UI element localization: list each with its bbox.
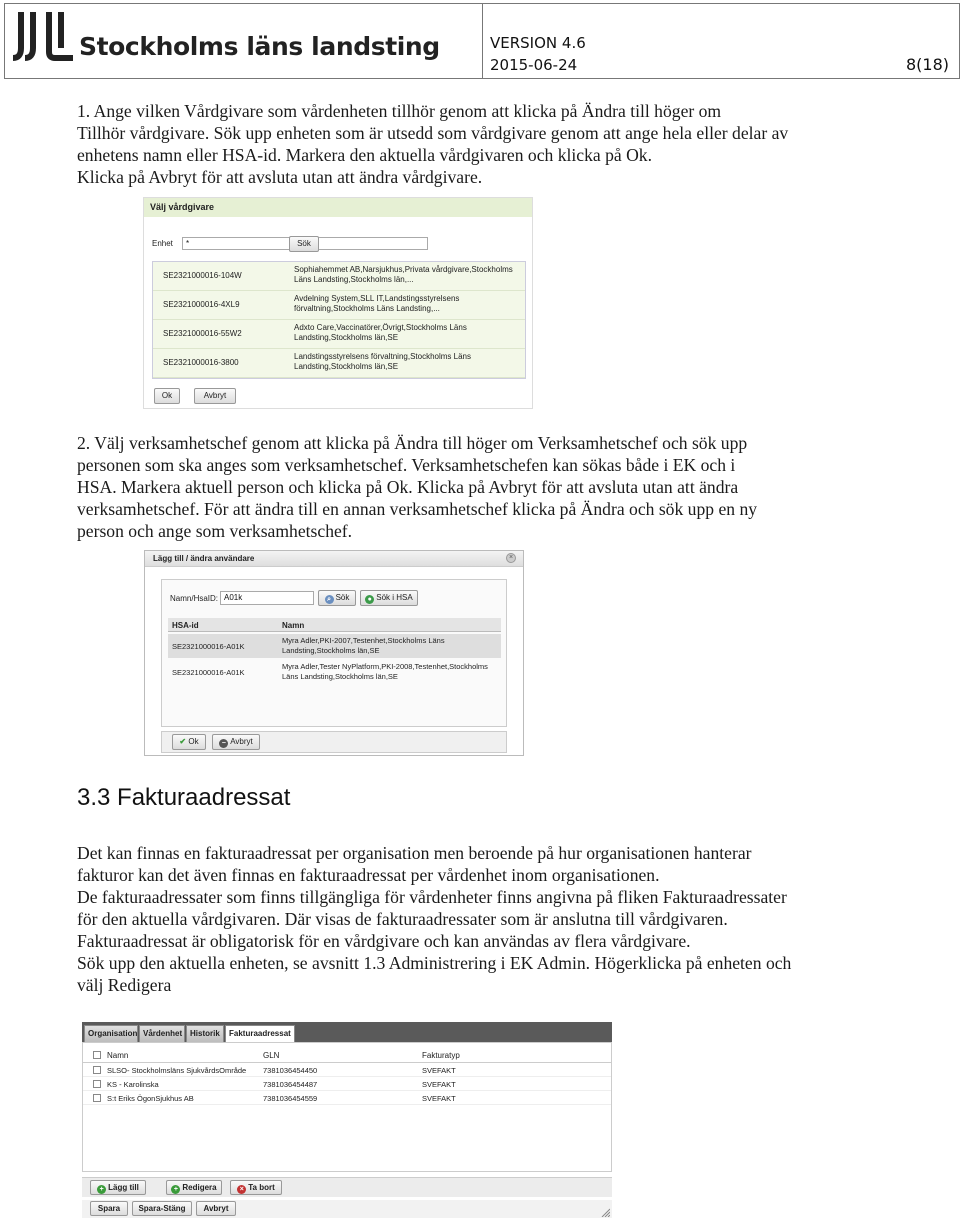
step2-line: HSA. Markera aktuell person och klicka på Ok. Klicka på Avbryt för att avsluta utan att ändra [77,477,739,497]
ok-button[interactable] [172,734,206,750]
step1-paragraph [77,100,877,188]
step2-line: 2. Välj verksamhetschef genom att klicka på Ändra till höger om Verksamhetschef och sök upp [77,433,748,453]
search-button-label: Sök [335,593,350,602]
globe-icon: ● [365,595,374,604]
add-user-dialog [144,550,524,756]
step1-line: Klicka på Avbryt för att avsluta utan att ändra vårdgivare. [77,167,483,187]
ok-label: Ok [188,737,199,746]
cancel-button[interactable]: Avbryt [194,388,236,404]
person-name: Myra Adler,PKI-2007,Testenhet,Stockholms Läns Landsting,Stockholms län,SE [282,636,445,655]
hsa-id: SE2321000016-A01K [172,668,245,677]
name-hsaid-input[interactable]: A01k [220,591,314,605]
invoice-table [82,1042,612,1172]
recipient-name: KS - Karolinska [107,1080,159,1089]
section-line: fakturor kan det även finnas en fakturaadressat per vårdenhet inom organisationen. [77,865,660,885]
person-name: Myra Adler,Tester NyPlatform,PKI-2008,Testenhet,Stockholms Läns Landsting,Stockholms län,SE [282,662,488,681]
section-line: Det kan finnas en fakturaadressat per organisation men beroende på hur organisationen hanterar [77,843,752,863]
list-item[interactable] [153,349,525,378]
edit-button[interactable] [166,1180,222,1195]
close-icon[interactable]: × [506,553,516,563]
caregiver-name: Avdelning System,SLL IT,Landstingsstyrelsens förvaltning,Stockholms Läns Landsting,... [294,294,460,313]
search-hsa-button[interactable] [360,590,418,606]
results-header [168,618,501,632]
recipient-gln: 7381036454559 [263,1094,318,1103]
save-close-button[interactable]: Spara-Stäng [132,1201,192,1216]
logo-cell [5,4,483,78]
step2-line: person och ange som verksamhetschef. [77,521,353,541]
invoice-recipient-panel [82,1022,614,1218]
invoice-type: SVEFAKT [422,1094,456,1103]
dialog-title: Lägg till / ändra användare [145,551,523,567]
add-button[interactable] [90,1180,146,1195]
step2-line: personen som ska anges som verksamhetschef. Verksamhetschefen kan sökas både i EK och i [77,455,736,475]
step1-line: enhetens namn eller HSA-id. Markera den aktuella vårdgivaren och klicka på Ok. [77,145,653,165]
cancel-icon: − [219,739,228,748]
tab-historik[interactable]: Historik [186,1025,224,1042]
section-line: välj Redigera [77,975,172,995]
hsa-id: SE2321000016-3800 [163,358,239,367]
caregiver-list [152,261,526,379]
hsa-id: SE2321000016-A01K [172,642,245,651]
dialog-title: Välj vårdgivare [144,198,532,217]
action-bar [82,1177,612,1197]
recipient-name: S:t Eriks ÖgonSjukhus AB [107,1094,194,1103]
document-header [4,3,960,79]
table-row[interactable] [168,634,501,658]
table-row[interactable] [83,1092,611,1105]
name-hsaid-label: Namn/HsaID: [170,594,219,603]
list-item[interactable] [153,262,525,291]
invoice-type: SVEFAKT [422,1080,456,1089]
resize-grip-icon[interactable] [600,1207,610,1217]
edit-label: Redigera [182,1183,217,1192]
search-panel [161,579,507,727]
cancel-button[interactable] [212,734,260,750]
col-hsa-id: HSA-id [172,621,199,630]
tab-bar [82,1022,612,1042]
section-line: De fakturaadressater som finns tillgängliga för vårdenheter finns angivna på fliken Fakturaadressater [77,887,787,907]
select-caregiver-dialog [143,197,533,409]
remove-button[interactable] [230,1180,282,1195]
col-name: Namn [282,621,305,630]
col-type: Fakturatyp [422,1051,460,1060]
tab-vardenhet[interactable]: Vårdenhet [139,1025,185,1042]
search-icon: ⌕ [325,595,334,604]
remove-label: Ta bort [248,1183,275,1192]
step2-line: verksamhetschef. För att ändra till en annan verksamhetschef klicka på Ändra och sök upp en ny [77,499,758,519]
search-button[interactable] [318,590,356,606]
caregiver-name: Sophiahemmet AB,Narsjukhus,Privata vårdgivare,Stockholms Läns Landsting,Stockholms län,... [294,265,513,284]
save-button[interactable]: Spara [90,1201,128,1216]
hsa-id: SE2321000016-4XL9 [163,300,240,309]
step1-line: Tillhör vårdgivare. Sök upp enheten som är utsedd som vårdgivare genom att ange hela eller delar av [77,123,789,143]
invoice-type: SVEFAKT [422,1066,456,1075]
recipient-gln: 7381036454487 [263,1080,318,1089]
check-icon: ✔ [179,737,187,746]
unit-label: Enhet [152,239,173,248]
cancel-button[interactable]: Avbryt [196,1201,236,1216]
table-header [83,1049,611,1063]
footer-bar [82,1200,612,1218]
dialog-footer [161,731,507,753]
hsa-id: SE2321000016-104W [163,271,242,280]
step1-line: 1. Ange vilken Vårdgivare som vårdenheten tillhör genom att klicka på Ändra till höger om [77,101,722,121]
select-all-checkbox[interactable] [93,1051,101,1059]
cancel-label: Avbryt [230,737,253,746]
caregiver-name: Landstingsstyrelsens förvaltning,Stockholms Läns Landsting,Stockholms län,SE [294,352,471,371]
row-checkbox[interactable] [93,1094,101,1102]
col-gln: GLN [263,1051,280,1060]
version-date: 2015-06-24 [490,56,578,74]
list-item[interactable] [153,320,525,349]
tab-organisation[interactable]: Organisation [84,1025,138,1042]
sll-logo-icon [13,12,73,64]
unit-search-input[interactable]: * [182,237,428,250]
version-label: VERSION 4.6 [490,34,586,52]
table-row[interactable] [83,1078,611,1091]
recipient-name: SLSO- Stockholmsläns SjukvårdsOmråde [107,1066,247,1075]
step2-paragraph [77,432,877,542]
plus-icon: + [97,1185,106,1194]
section-line: för den aktuella vårdgivaren. Där visas de fakturaadressater som är anslutna till vårdgivaren. [77,909,728,929]
ok-button[interactable]: Ok [154,388,180,404]
list-item[interactable] [153,291,525,320]
add-label: Lägg till [108,1183,139,1192]
section-paragraph [77,842,897,996]
table-row[interactable] [168,660,501,684]
remove-icon: × [237,1185,246,1194]
row-checkbox[interactable] [93,1080,101,1088]
col-name: Namn [107,1051,129,1060]
recipient-gln: 7381036454450 [263,1066,318,1075]
page-number: 8(18) [905,55,949,74]
caregiver-name: Adxto Care,Vaccinatörer,Övrigt,Stockholms Läns Landsting,Stockholms län,SE [294,323,467,342]
plus-icon: + [171,1185,180,1194]
hsa-id: SE2321000016-55W2 [163,329,242,338]
table-row[interactable] [83,1064,611,1077]
section-line: Sök upp den aktuella enheten, se avsnitt 1.3 Administrering i EK Admin. Högerklicka på enheten och [77,953,792,973]
tab-fakturaadressat[interactable]: Fakturaadressat [225,1025,295,1042]
section-line: Fakturaadressat är obligatorisk för en vårdgivare och kan användas av flera vårdgivare. [77,931,691,951]
search-hsa-label: Sök i HSA [376,593,413,602]
section-heading: 3.3 Fakturaadressat [77,784,291,811]
row-checkbox[interactable] [93,1066,101,1074]
organization-name: Stockholms läns landsting [79,32,440,61]
search-button[interactable]: Sök [289,236,319,252]
